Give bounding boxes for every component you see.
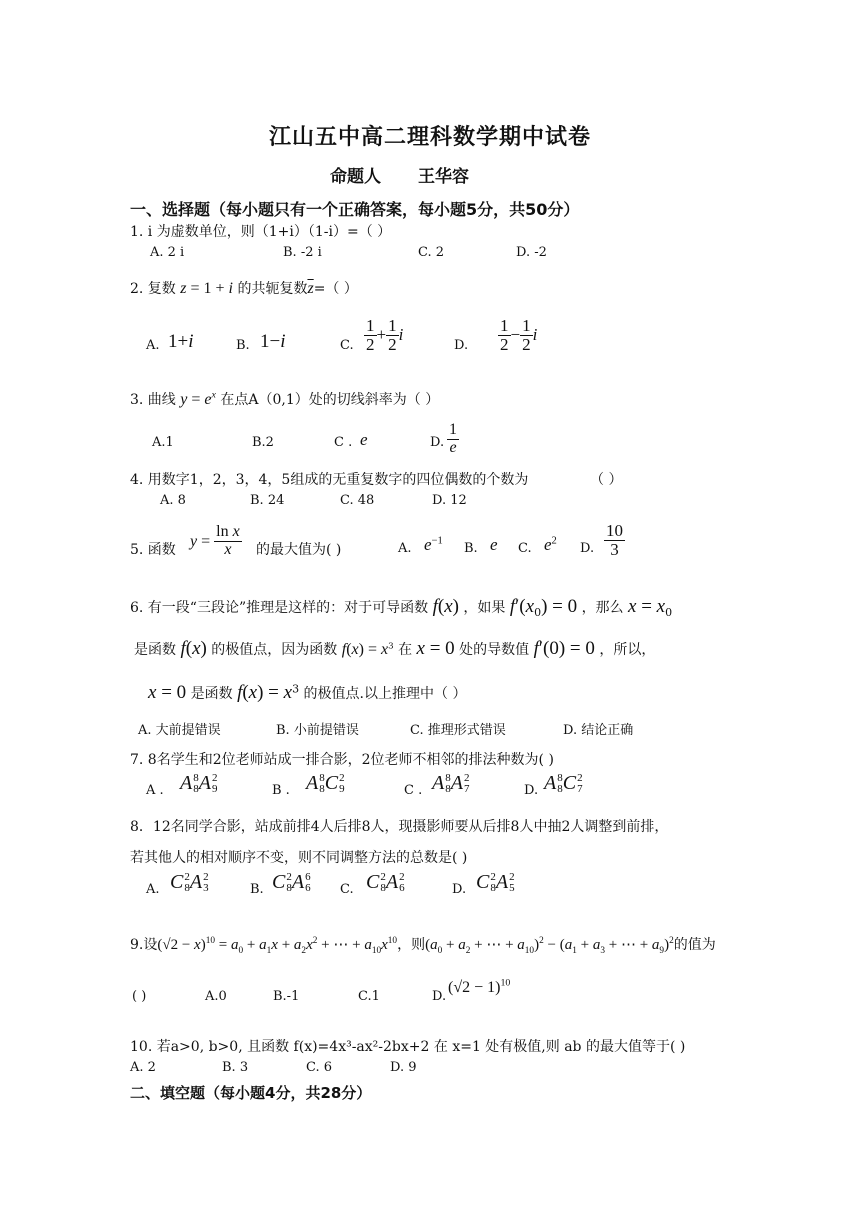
- q3-formula: y: [180, 391, 188, 408]
- q7-option-c: C .: [404, 783, 423, 798]
- q4-option-c: C. 48: [340, 493, 375, 508]
- q10-option-b: B. 3: [222, 1060, 249, 1075]
- q8-option-c: C.: [340, 882, 354, 897]
- section-2-heading: 二、填空题（每小题4分，共28分）: [130, 1084, 372, 1102]
- q9-option-a: A.0: [205, 989, 227, 1004]
- q10-option-c: C. 6: [306, 1060, 333, 1075]
- q6-text-2c: 在: [398, 642, 413, 658]
- q1-option-b: B. -2 i: [283, 245, 322, 260]
- q5-stem-b: 的最大值为( ): [256, 542, 342, 558]
- q3-stem-text-a: 3. 曲线: [130, 392, 176, 408]
- q5-option-c-formula: $e^2$: [544, 535, 557, 554]
- q2-option-c-formula: $\frac{1}{2}$ + $\frac{1}{2}$ i: [366, 316, 404, 354]
- q5-formula: y = $\frac{\text{ln x}}{x}$: [190, 523, 240, 558]
- q9-option-d: D.: [432, 989, 447, 1004]
- q6-text-2e: ，所以，: [599, 642, 656, 658]
- section-1-heading: 一、选择题（每小题只有一个正确答案，每小题5分，共50分）: [130, 200, 580, 219]
- q10-option-a: A. 2: [130, 1060, 156, 1075]
- q7-option-a: A .: [146, 783, 164, 798]
- q10-stem: 10. 若a>0, b>0, 且函数 f(x)=4x³-ax²-2bx+2 在 x=1 处有极值,则 ab 的最大值等于( ): [130, 1039, 686, 1055]
- q9-option-c: C.1: [358, 989, 380, 1004]
- q8-option-d: D.: [452, 882, 467, 897]
- q3-stem: 3. 曲线 $y = e^x$ 在点A（0,1）处的切线斜率为（ ）: [130, 389, 440, 408]
- q5-option-b: B.: [464, 541, 478, 556]
- q7-option-c-formula: A 8 8 A 2 7: [432, 772, 470, 796]
- q1-stem: 1. i 为虚数单位，则（1+i）（1-i）=（ ）: [130, 224, 392, 240]
- q8-option-c-formula: C 2 8 A 2 6: [366, 871, 405, 895]
- q9-option-d-formula: $(√2 - 1)^{10}$: [448, 977, 511, 996]
- q2-stem: 2. 复数 z = 1 + i 的共轭复数$\overline{z}=$（ ）: [130, 280, 358, 297]
- q4-stem: 4. 用数字1，2，3，4，5组成的无重复数字的四位偶数的个数为: [130, 472, 529, 488]
- page-title: 江山五中高二理科数学期中试卷: [268, 125, 591, 150]
- q8-option-a: A.: [146, 882, 160, 897]
- q6-text-1a: 6. 有一段“三段论”推理是这样的：对于可导函数: [130, 600, 429, 616]
- author-name: 王华容: [418, 167, 469, 187]
- q2-option-c: C.: [340, 338, 354, 353]
- q3-option-a: A.1: [152, 435, 174, 450]
- q3-option-c: C .: [334, 435, 353, 450]
- q5-option-a: A.: [398, 541, 412, 556]
- q1-option-c: C. 2: [418, 245, 445, 260]
- q8-option-b: B.: [250, 882, 264, 897]
- q9-text-b: ，则: [397, 937, 426, 953]
- q9-text-c: 的值为: [673, 937, 716, 953]
- q5-option-b-formula: e: [490, 535, 498, 554]
- q7-option-a-formula: A 8 8 A 2 9: [180, 772, 218, 796]
- q5-option-d: D.: [580, 541, 595, 556]
- q2-option-d: D.: [454, 338, 469, 353]
- q9-text-a: 9.设: [130, 937, 158, 953]
- q8-line-1: 8．12名同学合影，站成前排4人后排8人，现摄影师要从后排8人中抽2人调整到前排，: [130, 819, 669, 835]
- q6-text-3a: 是函数: [190, 686, 233, 702]
- q2-stem-text-b: 的共轭复数: [237, 281, 308, 297]
- q2-option-b: B.: [236, 338, 250, 353]
- q3-option-d: D.: [430, 435, 445, 450]
- q3-option-d-formula: $\frac{1}{e}$: [449, 421, 457, 456]
- q4-option-b: B. 24: [250, 493, 285, 508]
- q2-stem-text-c: =（ ）: [313, 281, 358, 297]
- q9-option-b: B.-1: [273, 989, 300, 1004]
- q3-option-b: B.2: [252, 435, 274, 450]
- q6-text-1b: ，如果: [463, 600, 506, 616]
- q9-line-1: 9.设$(√2 - x)^{10} = a_0 + a_1x + a_2x^2$ + ⋯ + $a_{10}x^{10}$，则($a_0 + a_2$ + ⋯ + $a_{10})^2 - (a_1 + a_3$ + ⋯ + $a_9)^2$的值为: [130, 936, 716, 956]
- q6-option-a: A. 大前提错误: [138, 723, 221, 738]
- q5-option-d-formula: $\frac{10}{3}$: [606, 521, 623, 559]
- author-label: 命题人: [330, 167, 381, 187]
- q6-option-b: B. 小前提错误: [276, 723, 359, 738]
- q2-option-d-formula: $\frac{1}{2}$ − $\frac{1}{2}$ i: [500, 316, 538, 354]
- q6-line-3: x = 0 是函数 $f(x) = x^3$ 的极值点.以上推理中（ ）: [148, 682, 467, 703]
- q7-option-d-formula: A 8 8 C 2 7: [544, 772, 583, 796]
- q6-text-2d: 处的导数值: [459, 642, 530, 658]
- q6-text-2a: 是函数: [134, 642, 176, 658]
- q6-text-1c: ，那么: [581, 600, 624, 616]
- q6-line-1: 6. 有一段“三段论”推理是这样的：对于可导函数 f(x) ，如果 $f'(x_0) = 0$ ，那么 $x = x_0$: [130, 596, 673, 619]
- q6-line-2: 是函数 f(x) 的极值点，因为函数 $f(x) = x^3$ 在 x = 0 处的导数值 f′(0) = 0 ，所以，: [134, 638, 656, 659]
- q7-option-b-formula: A 8 8 C 2 9: [306, 772, 345, 796]
- q3-stem-text-b: 在点A（0,1）处的切线斜率为（ ）: [220, 392, 440, 408]
- q8-option-d-formula: C 2 8 A 2 5: [476, 871, 515, 895]
- q6-option-d: D. 结论正确: [563, 723, 634, 738]
- q8-option-a-formula: C 2 8 A 2 3: [170, 871, 209, 895]
- q7-option-b: B .: [272, 783, 290, 798]
- q3-option-c-formula: e: [360, 430, 368, 449]
- q8-line-2: 若其他人的相对顺序不变，则不同调整方法的总数是( ): [130, 850, 468, 866]
- q2-formula: z: [180, 280, 187, 297]
- q2-option-a-formula: 1+i: [168, 331, 194, 352]
- q1-option-d: D. -2: [516, 245, 547, 260]
- q5-option-a-formula: $e^{-1}$: [424, 535, 443, 554]
- q6-text-3b: 的极值点.以上推理中（ ）: [303, 686, 467, 702]
- q5-stem-a: 5. 函数: [130, 542, 176, 558]
- q6-text-2b: 的极值点，因为函数: [211, 642, 338, 658]
- q10-option-d: D. 9: [390, 1060, 417, 1075]
- q4-option-a: A. 8: [160, 493, 186, 508]
- q5-option-c: C.: [518, 541, 532, 556]
- q9-paren: ( ): [132, 989, 147, 1004]
- q2-option-a: A.: [146, 338, 160, 353]
- q7-option-d: D.: [524, 783, 539, 798]
- q2-option-b-formula: 1−i: [260, 331, 286, 352]
- q2-stem-text-a: 2. 复数: [130, 281, 176, 297]
- q1-option-a: A. 2 i: [150, 245, 185, 260]
- q4-option-d: D. 12: [432, 493, 467, 508]
- q8-option-b-formula: C 2 8 A 6 6: [272, 871, 311, 895]
- q4-paren: （ ）: [590, 472, 623, 488]
- q6-option-c: C. 推理形式错误: [410, 723, 506, 738]
- q7-stem: 7. 8名学生和2位老师站成一排合影，2位老师不相邻的排法种数为( ): [130, 752, 554, 768]
